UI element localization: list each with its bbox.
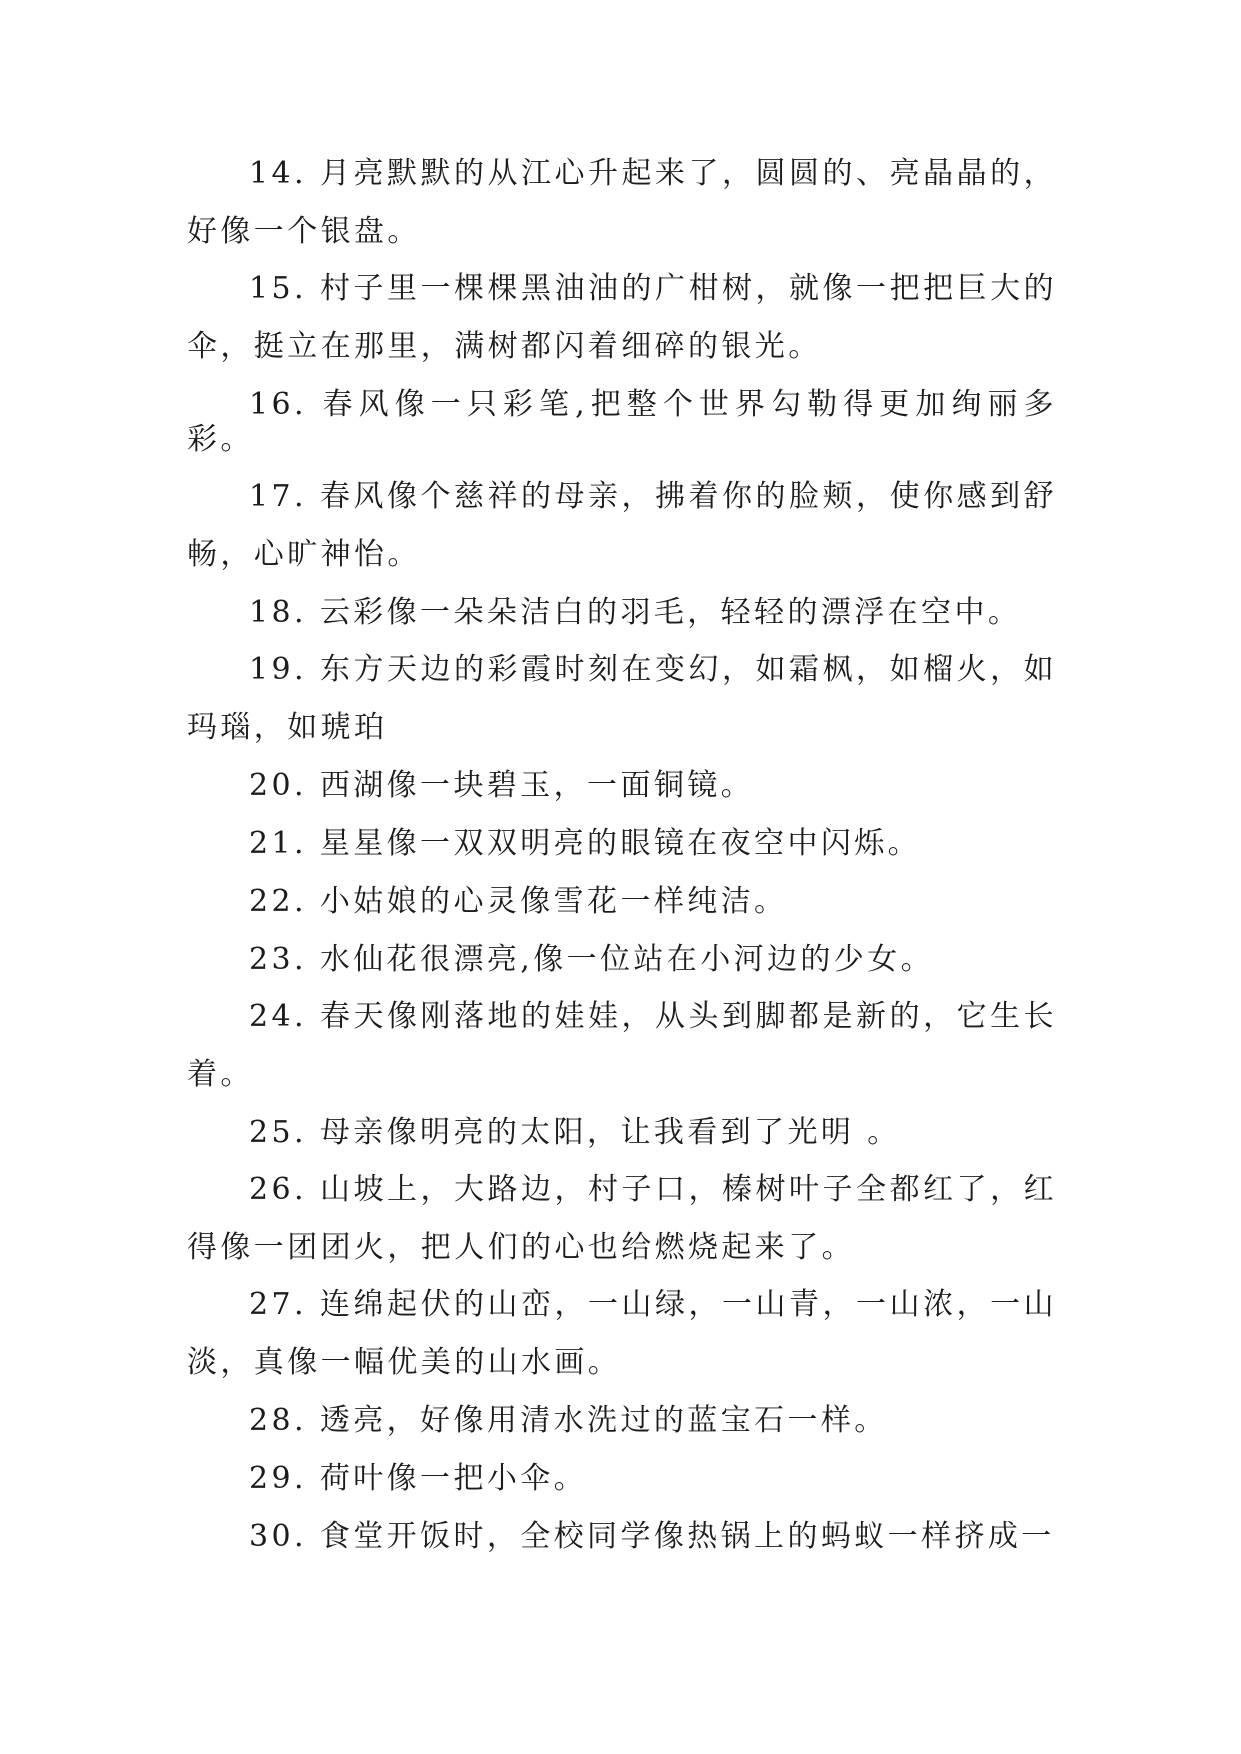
paragraph-17	[187, 468, 1057, 584]
paragraph-20	[187, 768, 1057, 803]
paragraph-number: 21.	[249, 826, 307, 861]
paragraph-18	[187, 595, 1057, 630]
paragraph-text: 荷叶像一把小伞。	[319, 1461, 588, 1496]
paragraph-21	[187, 826, 1057, 861]
paragraph-number: 14.	[249, 156, 307, 191]
paragraph-text: 母亲像明亮的太阳，让我看到了光明 。	[319, 1115, 901, 1150]
paragraph-text: 月亮默默的从江心升起来了，圆圆的、亮晶晶的，好像一个银盘。	[187, 156, 1057, 249]
paragraph-text: 云彩像一朵朵洁白的羽毛，轻轻的漂浮在空中。	[319, 595, 1022, 630]
paragraph-text: 春风像一只彩笔,把整个世界勾勒得更加绚丽多彩。	[187, 387, 1058, 457]
document-body	[187, 157, 1057, 1554]
paragraph-text: 村子里一棵棵黑油油的广柑树，就像一把把巨大的伞，挺立在那里，满树都闪着细碎的银光。	[187, 271, 1057, 364]
paragraph-28	[187, 1403, 1057, 1438]
paragraph-number: 27.	[249, 1287, 307, 1322]
paragraph-14	[187, 145, 1057, 261]
paragraph-16	[187, 387, 1057, 457]
paragraph-text: 水仙花很漂亮,像一位站在小河边的少女。	[319, 942, 934, 977]
paragraph-19	[187, 641, 1057, 757]
paragraph-text: 连绵起伏的山峦，一山绿，一山青，一山浓，一山淡，真像一幅优美的山水画。	[187, 1287, 1057, 1380]
paragraph-text: 春天像刚落地的娃娃，从头到脚都是新的，它生长着。	[187, 999, 1057, 1092]
paragraph-27	[187, 1276, 1057, 1392]
paragraph-24	[187, 988, 1057, 1104]
paragraph-text: 星星像一双双明亮的眼镜在夜空中闪烁。	[319, 826, 922, 861]
paragraph-text: 西湖像一块碧玉，一面铜镜。	[319, 768, 755, 803]
paragraph-15	[187, 260, 1057, 376]
paragraph-number: 20.	[249, 768, 307, 803]
paragraph-number: 28.	[249, 1403, 307, 1438]
paragraph-25	[187, 1115, 1057, 1150]
paragraph-number: 16.	[249, 387, 307, 422]
paragraph-number: 26.	[249, 1172, 307, 1207]
paragraph-29	[187, 1461, 1057, 1496]
paragraph-number: 29.	[249, 1461, 307, 1496]
paragraph-number: 18.	[249, 595, 307, 630]
paragraph-number: 23.	[249, 942, 307, 977]
paragraph-22	[187, 884, 1057, 919]
paragraph-number: 25.	[249, 1115, 307, 1150]
paragraph-number: 19.	[249, 652, 307, 687]
paragraph-text: 透亮，好像用清水洗过的蓝宝石一样。	[319, 1403, 888, 1438]
paragraph-number: 17.	[249, 479, 307, 514]
paragraph-text: 小姑娘的心灵像雪花一样纯洁。	[319, 884, 788, 919]
paragraph-26	[187, 1161, 1057, 1277]
paragraph-number: 30.	[249, 1519, 307, 1554]
paragraph-number: 22.	[249, 884, 307, 919]
paragraph-number: 24.	[249, 999, 307, 1034]
paragraph-30	[187, 1519, 1057, 1554]
paragraph-text: 山坡上，大路边，村子口，榛树叶子全都红了，红得像一团团火，把人们的心也给燃烧起来了。	[187, 1172, 1057, 1265]
paragraph-number: 15.	[249, 271, 307, 306]
paragraph-text: 食堂开饭时，全校同学像热锅上的蚂蚁一样挤成一	[319, 1519, 1055, 1554]
paragraph-text: 东方天边的彩霞时刻在变幻，如霜枫，如榴火，如玛瑙，如琥珀	[187, 652, 1057, 745]
paragraph-text: 春风像个慈祥的母亲，拂着你的脸颊，使你感到舒畅，心旷神怡。	[187, 479, 1057, 572]
paragraph-23	[187, 942, 1057, 977]
